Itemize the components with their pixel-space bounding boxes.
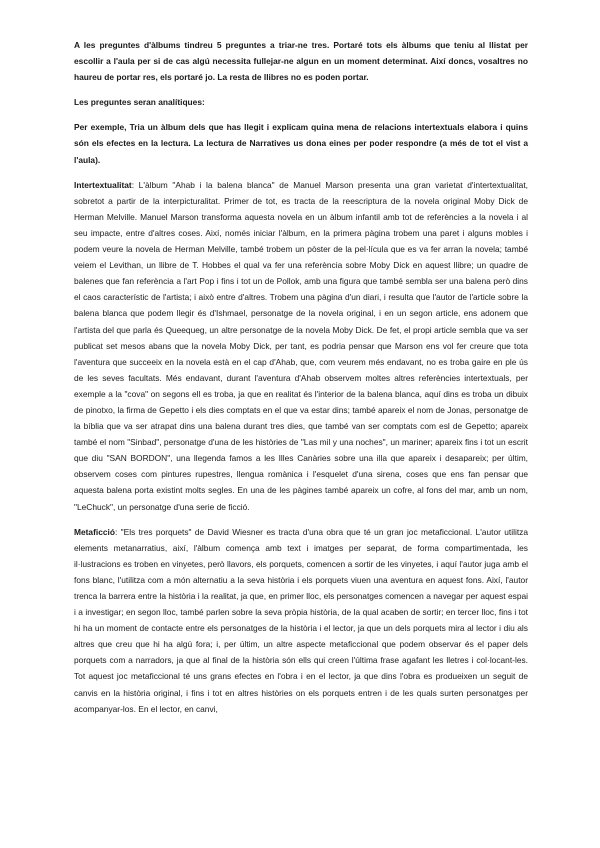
intro-paragraph: A les preguntes d'àlbums tindreu 5 preguntes a triar-ne tres. Portaré tots els àlbums que teniu al llistat per escollir a l'aula per si de cas algú necessita fullejar-ne algun en un moment determinat. Així doncs, vosaltres no haureu de portar res, els portaré jo. La resta de llibres no es poden portar. <box>74 40 528 83</box>
intertextuality-body: : L'àlbum "Ahab i la balena blanca" de Manuel Marson presenta una gran varietat d'intertextualitat, sobretot a partir de la interpicturalitat. Primer de tot, es tracta de la reescriptura de la novela original Moby Dick de Herman Melville. Manuel Marson transforma aquesta novela en un àlbum infantil amb tot de referències a la novela i al seu impacte, entre d'altres coses. Així, només iniciar l'àlbum, en la primera pàgina trobem una paret i alguns mobles i podem veure la novela de Herman Melville, també trobem un pòster de la pel·lícula que es va fer arran la novela; també veiem el Levithan, un llibre de T. Hobbes el qual va fer una referència sobre Moby Dick en aquest llibre; un quadre de balenes que fan referència a l'art Pop i fins i tot un de Pollok, amb una figura que també sembla ser una balena però dins el caos característic de l'artista; i això entre d'altres. Trobem una pàgina d'un diari, i resulta que l'autor de l'article sobre la balena blanca que podem llegir és d'Ishmael, personatge de la novela original, i en un segon article, ens adonem que l'artista del que parla és Queequeg, un altre personatge de la novela Moby Dick. De fet, el propi article sembla que va ser publicat set mesos abans que la novela Moby Dick, per tant, es podria pensar que Marson ens vol fer creure que tota l'aventura que succeeix en la novela està en el cap d'Ahab, que, com veurem més endavant, no es troba gaire en ple ús de les seves facultats. Més endavant, durant l'aventura d'Ahab observem moltes altres referències intertextuals, per exemple a la "cova" on segons ell es troba, ja que en realitat és l'interior de la balena blanca, aquí dins es troba un dibuix de pinotxo, la firma de Gepetto i els dies comptats en el que va estar dins; també apareix el nom de Jonas, personatge de la bíblia que va ser atrapat dins una balena durant tres dies, que també van ser comptats com esl de Gepetto; apareix també el nom "Sinbad", personatge d'una de les històries de "Las mil y una noches", un mariner; apareix fins i tot un escrit que diu "SAN BORDON", una llegenda famos a les Illes Canàries sobre una illa que apareix i desapareix; per últim, observem coses com pintures rupestres, llengua romànica i l'esquelet d'una sirena, coses que ens fan pensar que aquesta balena porta existint molts segles. En una de les pàgines també apareix un cofre, al fons del mar, amb un nom, "LeChuck", un personatge d'una serie de ficció. <box>74 179 528 512</box>
intertextuality-term: Intertextualitat <box>74 179 132 190</box>
metafiction-term: Metaficció <box>74 526 115 537</box>
example-paragraph: Per exemple, Tria un àlbum dels que has llegit i explicam quina mena de relacions intertextuals elabora i quins són els efectes en la lectura. La lectura de Narratives us dona eines per poder respondre (a més de tot el vist a l'aula). <box>74 122 528 165</box>
metafiction-paragraph <box>74 524 528 717</box>
intertextuality-paragraph <box>74 177 528 515</box>
analytic-note: Les preguntes seran analítiques: <box>74 97 205 108</box>
metafiction-body: : "Els tres porquets" de David Wiesner es tracta d'una obra que té un gran joc metaficcional. L'autor utilitza elements metanarratius, així, l'àlbum comença amb text i imatges per separat, de forma compartimentada, les il·lustracions es troben en vinyetes, però llavors, els porquets, comencen a sortir de les vinyetes, i aquí l'autor juga amb el fons blanc, l'utilitza com a món alternatiu a la seva història i els porquets viuen una aventura en aquest fons. Així, l'autor trenca la barrera entre la història i la realitat, ja que, en primer lloc, els personatges comencen a navegar per aquest espai i a investigar; en segon lloc, també parlen sobre la seva pròpia història, de la qual acaben de sortir; en tercer lloc, fins i tot hi ha un moment de contacte entre els personatges de la història i el lector, ja que un dels porquets mira al lector i diu als altres que creu que hi ha algú fora; i, per últim, un altre aspecte metaficcional que podem observar és el paper dels porquets com a narradors, ja que al final de la història són ells qui creen l'última frase agafant les lletres i col·locant-les. Tot aquest joc metaficcional té uns grans efectes en l'obra i en el lector, ja que dins l'obra es produeixen un seguit de canvis en la història original, i fins i tot en altres històries on els porquets entren i de les quals surten personatges per acompanyar-los. En el lector, en canvi, <box>74 526 528 714</box>
